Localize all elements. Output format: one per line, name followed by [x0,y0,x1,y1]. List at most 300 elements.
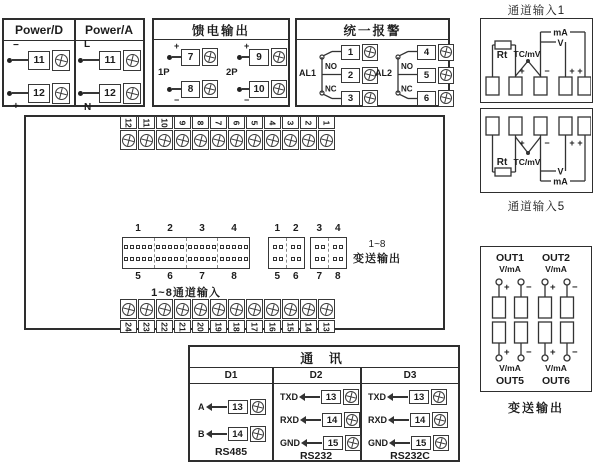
screw-icon [252,428,264,440]
screw-icon [266,303,279,316]
nc-label: NC [401,84,413,94]
comm-footer-rs485: RS485 [214,446,248,458]
transmit-output-connector [268,237,305,269]
terminal-rs485-b [198,426,266,442]
screw-icon [122,134,135,147]
connector-pin [194,257,198,261]
divider [74,20,76,105]
caption-text: 变送输出 [353,253,401,265]
divider [272,368,274,460]
screw-icon [194,134,207,147]
screw-terminal [156,130,173,150]
transmit-connector-bottom-numbers: 5 6 [274,271,299,282]
power-a-title: Power/A [75,20,143,41]
arrow-left-icon [305,396,320,398]
connector-pin [206,257,210,261]
terminal-number: 3 [341,91,360,106]
terminal-power-a-12 [78,82,143,113]
terminal-number: 17 [249,321,260,332]
terminal-number: 4 [267,120,278,125]
connector-pin [200,245,204,249]
screw-terminal [250,426,266,442]
pin-group [269,238,287,268]
screw-icon [345,391,357,403]
arrow-left-icon [306,419,321,421]
screw-terminal [174,299,191,319]
transmit-connector-caption [350,239,404,266]
group-label: 1P [158,67,170,78]
screw-icon [212,134,225,147]
connector-pin [291,257,295,261]
connector-pin [174,257,178,261]
rt-label: Rt [496,157,508,168]
terminal-number: 20 [195,321,206,332]
signal-label: TXD [368,392,386,402]
screw-icon [248,303,261,316]
terminal-number: 13 [228,400,248,414]
v-label: V [557,166,564,177]
strip-terminal [246,299,263,333]
svg-text:−: − [526,347,532,358]
no-label: NO [325,62,337,71]
screw-icon [347,437,359,449]
tc-mv-label: TC/mV [513,157,541,167]
terminal-number: 12 [123,117,134,128]
polarity-label: + [519,138,525,148]
screw-terminal [210,130,227,150]
screw-icon [320,303,333,316]
connector-pin [200,257,204,261]
strip-terminal [138,116,155,150]
screw-terminal [156,299,173,319]
terminal-number: 1 [321,120,332,125]
connector-pin [220,257,224,261]
polarity-label: − [244,95,250,105]
terminal-rs232c-gnd [368,435,449,451]
connector-pin [156,257,160,261]
screw-terminal [282,299,299,319]
screw-terminal [202,48,218,66]
connector-pin [136,245,140,249]
terminal-rs232-txd [280,389,359,405]
screw-terminal [432,412,448,428]
strip-terminal [246,116,263,150]
comm-col-d3: D3 [360,368,460,384]
polarity-label: − [174,95,180,105]
screw-icon [176,134,189,147]
connector-pin [188,245,192,249]
screw-icon [212,303,225,316]
terminal-number: 2 [303,120,314,125]
connector-pin [148,245,152,249]
connector-pin [142,257,146,261]
strip-terminal [156,299,173,333]
polarity-label: − [544,66,550,76]
connector-pin [142,245,146,249]
strip-terminal [210,116,227,150]
strip-terminal [318,299,335,333]
connector-pin [180,245,184,249]
connector-pin [333,245,337,249]
terminal-number: 8 [181,81,200,98]
screw-terminal [300,130,317,150]
screw-terminal [344,412,360,428]
terminal-number: 15 [323,436,343,450]
screw-terminal [264,299,281,319]
screw-terminal [192,130,209,150]
terminal-number: 15 [411,436,431,450]
screw-icon [273,51,285,63]
connector-pin [136,257,140,261]
connector-pin [148,257,152,261]
screw-terminal [246,299,263,319]
terminal-number: 11 [99,51,121,70]
screw-terminal [123,83,141,104]
polarity-label: + [577,66,583,76]
svg-text:+: + [550,282,556,293]
wire [12,92,28,94]
connector-pin [168,245,172,249]
connector-pin [232,257,236,261]
connector-pin [188,257,192,261]
terminal-alarm-2 [341,67,378,83]
rt-label: Rt [496,50,508,61]
screw-terminal [431,389,447,405]
screw-terminal [318,130,335,150]
comm-title: 通 讯 [190,347,458,368]
channel-input-5-box [480,108,593,193]
polarity-label: + [244,41,250,51]
transmit-output-box [480,246,592,392]
screw-terminal [202,80,218,98]
strip-terminal [192,299,209,333]
line-label: L [84,39,91,50]
connector-pin [156,245,160,249]
wire [172,56,181,58]
svg-text:+: + [504,347,510,358]
alarm-group-al1 [299,42,373,107]
strip-terminal [282,299,299,333]
screw-icon [320,134,333,147]
screw-icon [302,303,315,316]
connector-pin [124,257,128,261]
connector-pin [232,245,236,249]
terminal-rs232-gnd [280,435,361,451]
screw-terminal [120,299,137,319]
screw-icon [204,83,216,95]
terminal-rs485-a [198,399,266,415]
wire [172,88,181,90]
polarity-label: + [13,101,19,112]
screw-terminal [264,130,281,150]
board-top-terminal-strip [120,116,335,150]
screw-terminal [123,50,141,71]
relay-label: AL2 [375,68,393,78]
connector-pin [238,245,242,249]
channel-input-1-box [480,18,593,103]
screw-icon [302,134,315,147]
thermocouple-junction-icon [526,151,530,155]
screw-icon [176,303,189,316]
terminal-alarm-3 [341,90,378,106]
polarity-label: + [174,41,180,51]
terminal-number: 10 [159,117,170,128]
terminal-power-d-12 [7,82,72,112]
screw-icon [266,134,279,147]
nc-label: NC [325,84,337,94]
screw-terminal [300,299,317,319]
connector-pin [206,245,210,249]
connector-pin [339,245,343,249]
terminal-number: 2 [341,68,360,83]
screw-icon [55,54,68,67]
strip-terminal [174,116,191,150]
arrow-left-icon [394,419,409,421]
svg-text:−: − [526,282,532,293]
caption-range: 1~8 [368,239,386,250]
connector-pin [194,245,198,249]
strip-terminal [228,299,245,333]
screw-icon [252,401,264,413]
connector-pin [174,245,178,249]
pin-group [187,238,219,268]
connector-pin [273,245,277,249]
terminal-alarm-5 [417,67,454,83]
comm-footer-rs232c: RS232C [390,450,430,462]
wire [83,59,99,61]
connector-pin [226,257,230,261]
transmit-output-connector [310,237,347,269]
connector-pin [273,257,277,261]
polarity-label: − [544,138,550,148]
strip-terminal [264,116,281,150]
terminal-number: 21 [177,321,188,332]
connector-pin [244,245,248,249]
screw-terminal [174,130,191,150]
power-panel [2,18,145,113]
screw-icon [433,391,445,403]
screw-terminal [228,130,245,150]
terminal-number: 6 [417,91,436,106]
transmit-connector-bottom-numbers: 7 8 [316,271,341,282]
connector-pin [130,257,134,261]
svg-text:−: − [572,282,578,293]
screw-icon [126,87,139,100]
connector-pin [297,257,301,261]
connector-pin [279,245,283,249]
terminal-rs232c-txd [368,389,447,405]
screw-terminal [438,90,454,107]
screw-icon [284,303,297,316]
screw-terminal [433,435,449,451]
signal-label: RXD [280,415,300,425]
polarity-label: + [569,138,575,148]
screw-icon [284,134,297,147]
screw-terminal [271,80,287,98]
terminal-power-d-11 [7,40,72,71]
board-bottom-terminal-strip [120,299,335,333]
terminal-number: 14 [322,413,342,427]
screw-terminal [52,83,70,104]
pin-group [123,238,155,268]
terminal-power-a-11 [78,39,143,71]
strip-terminal [264,299,281,333]
connector-pin [315,245,319,249]
connector-pin [130,245,134,249]
connector-pin [333,257,337,261]
screw-terminal [250,399,266,415]
terminal-number: 7 [181,49,200,66]
terminal-number: 5 [249,120,260,125]
polarity-label: + [569,66,575,76]
screw-terminal [210,299,227,319]
terminal-number: 4 [417,45,436,60]
pin-group [155,238,187,268]
feed-group-1p [158,41,220,106]
terminal-number: 11 [28,51,50,70]
connector-pin [168,257,172,261]
comm-col-d1: D1 [190,368,272,384]
terminal-alarm-4 [417,44,454,60]
pin-group [287,238,304,268]
screw-icon [346,414,358,426]
v-label: V [557,38,564,48]
out6-label: OUT6 [541,375,571,387]
terminal-number: 6 [231,120,242,125]
strip-terminal [318,116,335,150]
connector-pin [180,257,184,261]
signal-label: RXD [368,415,388,425]
screw-icon [434,414,446,426]
comm-footer-rs232: RS232 [299,450,333,462]
connector-pin [339,257,343,261]
terminal-feed-7 [167,41,222,66]
transmit-output-wiring [481,247,590,390]
power-d-title: Power/D [4,20,74,41]
signal-label: TXD [280,392,298,402]
out5-label: OUT5 [495,375,525,387]
channel-input-5-wiring [481,109,591,191]
terminal-alarm-1 [341,44,378,60]
terminal-pads [486,77,591,95]
unit-label: V/mA [499,264,521,274]
wire [242,56,249,58]
alarm-group-al2 [375,42,449,107]
strip-terminal [174,299,191,333]
channel-input-caption: 1~8通道输入 [151,287,221,299]
terminal-pads [493,297,574,343]
channel-input-1-wiring [481,19,591,101]
screw-terminal [345,435,361,451]
screw-icon [230,134,243,147]
resistor-icon [495,41,511,49]
polarity-label: + [519,66,525,76]
terminal-number: 14 [410,413,430,427]
signal-label: GND [368,438,388,448]
terminal-number: 14 [303,321,314,332]
terminal-feed-8 [167,80,222,105]
screw-terminal [438,44,454,61]
ma-label: mA [553,27,568,38]
resistor-icon [495,168,511,176]
arrow-left-icon [307,442,322,444]
pin-group [218,238,249,268]
terminal-number: 8 [195,120,206,125]
connector-pin [279,257,283,261]
screw-terminal [120,130,137,150]
svg-text:+: + [550,347,556,358]
screw-terminal [138,299,155,319]
svg-text:+: + [504,282,510,293]
terminal-number: 19 [213,321,224,332]
terminal-number: 18 [231,321,242,332]
arrow-left-icon [212,406,227,408]
strip-terminal [300,116,317,150]
channel-connector-top-numbers: 1 2 3 4 [135,223,237,234]
connector-pin [212,245,216,249]
screw-icon [440,69,452,81]
arrow-left-icon [395,442,410,444]
screw-icon [140,303,153,316]
tc-mv-label: TC/mV [513,49,541,59]
screw-icon [248,134,261,147]
polarity-label: + [577,138,583,148]
terminal-rs232-rxd [280,412,360,428]
terminal-alarm-6 [417,90,454,106]
alarm-title: 统一报警 [297,20,448,40]
connector-pin [238,257,242,261]
connector-pin [212,257,216,261]
thermocouple-junction-icon [526,59,530,63]
transmit-output-caption: 变送输出 [507,401,564,415]
relay-contact-diagram [391,43,417,107]
terminal-rs232c-rxd [368,412,448,428]
screw-icon [55,87,68,100]
strip-terminal [138,299,155,333]
strip-terminal [120,299,137,333]
connector-pin [321,245,325,249]
out1-label: OUT1 [495,252,525,264]
terminal-number: 15 [285,321,296,332]
terminal-number: 10 [249,81,269,98]
connector-pin [297,245,301,249]
terminal-number: 9 [177,120,188,125]
screw-icon [273,83,285,95]
screw-icon [440,92,452,104]
screw-terminal [318,299,335,319]
strip-terminal [192,116,209,150]
connector-pin [226,245,230,249]
connector-pin [162,257,166,261]
screw-icon [204,51,216,63]
terminal-number: 13 [321,321,332,332]
screw-icon [158,134,171,147]
channel-input-1-caption: 通道输入1 [507,5,566,17]
comm-panel [188,345,460,462]
screw-terminal [438,67,454,84]
signal-label: A [198,402,205,412]
alarm-panel [295,18,450,107]
screw-terminal [246,130,263,150]
out2-label: OUT2 [541,252,571,264]
terminal-number: 12 [28,84,50,103]
screw-terminal [228,299,245,319]
terminal-number: 24 [123,321,134,332]
channel-input-connector [122,237,250,269]
ma-label: mA [553,176,568,187]
terminal-number: 23 [141,321,152,332]
wire [12,59,28,61]
